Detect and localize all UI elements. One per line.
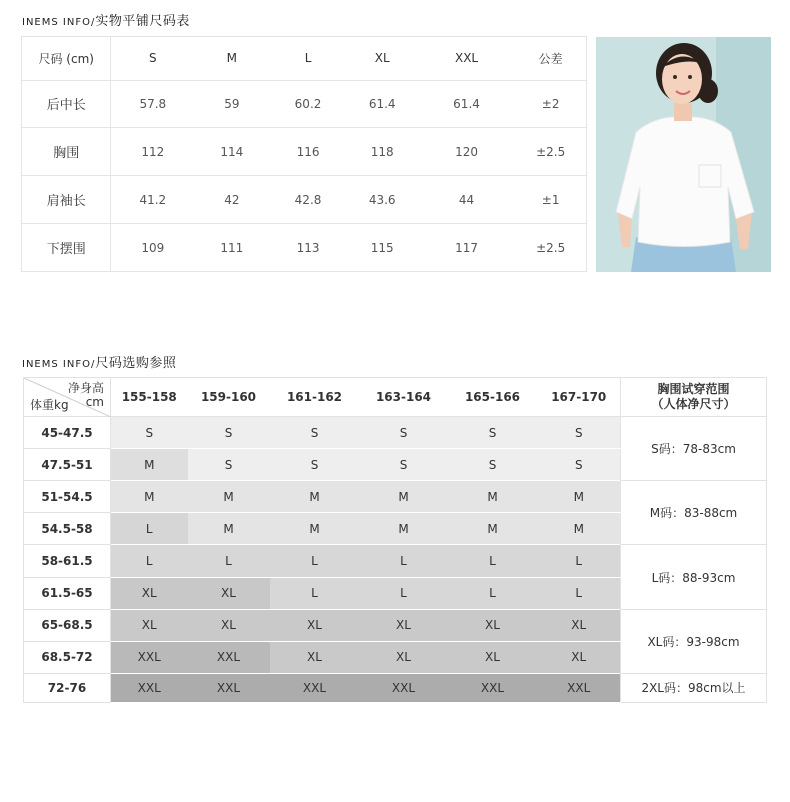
table-cell: 118 [347, 128, 418, 176]
table-cell: 113 [269, 224, 346, 272]
table-cell: 42.8 [269, 176, 346, 224]
size-cell: XL [270, 609, 360, 641]
section-title-text: 实物平铺尺码表 [95, 14, 190, 29]
height-range: 167-170 [538, 378, 621, 417]
size-cell: L [538, 577, 621, 609]
table-row [22, 224, 587, 272]
size-cell: M [188, 481, 270, 513]
size-cell: S [188, 417, 270, 449]
size-cell: XXL [360, 673, 448, 702]
size-cell: XL [448, 609, 538, 641]
table-cell: 44 [418, 176, 516, 224]
size-cell: XL [111, 577, 188, 609]
size-cell: S [538, 417, 621, 449]
table-row [22, 176, 587, 224]
table-row [24, 417, 767, 449]
size-cell: S [538, 449, 621, 481]
size-cell: L [360, 545, 448, 577]
size-cell: M [111, 481, 188, 513]
model-photo [596, 37, 771, 272]
size-cell: L [270, 577, 360, 609]
table-cell: 111 [194, 224, 269, 272]
size-cell: XXL [538, 673, 621, 702]
header-size-s: S [111, 37, 194, 81]
size-cell: S [111, 417, 188, 449]
header-size-xl: XL [347, 37, 418, 81]
weight-range: 51-54.5 [24, 481, 111, 513]
size-cell: XL [538, 609, 621, 641]
header-size-m: M [194, 37, 269, 81]
table-cell: ±1 [515, 176, 586, 224]
table-row [22, 80, 587, 128]
table-cell: 60.2 [269, 80, 346, 128]
table-cell: 59 [194, 80, 269, 128]
table-row [22, 128, 587, 176]
section-prefix: INEMS INFO/ [22, 17, 96, 28]
size-cell: S [360, 449, 448, 481]
size-cell: L [111, 513, 188, 545]
corner-weight-label: 体重kg [30, 398, 69, 413]
table-cell: 117 [418, 224, 516, 272]
size-cell: XL [360, 641, 448, 673]
size-cell: M [448, 513, 538, 545]
table-row [24, 609, 767, 641]
size-cell: XL [188, 577, 270, 609]
size-cell: XXL [448, 673, 538, 702]
size-cell: M [270, 513, 360, 545]
height-header-row [24, 378, 767, 417]
chest-range-2xl: 2XL码：98cm以上 [621, 673, 767, 702]
section-prefix: INEMS INFO/ [22, 359, 96, 370]
row-label: 胸围 [22, 128, 111, 176]
size-cell: L [360, 577, 448, 609]
table-cell: 116 [269, 128, 346, 176]
table-cell: ±2.5 [515, 224, 586, 272]
chest-range-s: S码：78-83cm [621, 417, 767, 481]
size-cell: S [270, 449, 360, 481]
chest-header-line2: （人体净尺寸） [651, 397, 736, 412]
chest-range-m: M码：83-88cm [621, 481, 767, 545]
row-label: 肩袖长 [22, 176, 111, 224]
corner-height-label [68, 381, 104, 409]
size-cell: XL [270, 641, 360, 673]
size-cell: S [360, 417, 448, 449]
size-cell: L [448, 577, 538, 609]
size-cell: L [538, 545, 621, 577]
table-cell: 57.8 [111, 80, 194, 128]
size-cell: XL [360, 609, 448, 641]
size-cell: XL [538, 641, 621, 673]
row-label: 下摆围 [22, 224, 111, 272]
size-cell: M [538, 481, 621, 513]
corner-cm-text: cm [85, 395, 104, 409]
size-chart-title [22, 10, 190, 29]
weight-range: 61.5-65 [24, 577, 111, 609]
size-cell: S [448, 417, 538, 449]
size-cell: XXL [111, 641, 188, 673]
table-cell: 61.4 [418, 80, 516, 128]
size-cell: L [188, 545, 270, 577]
header-size-cm: 尺码 (cm) [22, 37, 111, 81]
size-cell: XXL [270, 673, 360, 702]
header-tolerance: 公差 [515, 37, 586, 81]
size-cell: S [270, 417, 360, 449]
height-range: 155-158 [111, 378, 188, 417]
table-row [24, 481, 767, 513]
table-cell: 61.4 [347, 80, 418, 128]
weight-range: 58-61.5 [24, 545, 111, 577]
corner-height-text: 净身高 [67, 381, 104, 395]
weight-range: 72-76 [24, 673, 111, 702]
header-size-l: L [269, 37, 346, 81]
table-cell: 112 [111, 128, 194, 176]
size-cell: M [538, 513, 621, 545]
chest-range-l: L码：88-93cm [621, 545, 767, 609]
size-cell: L [270, 545, 360, 577]
height-range: 161-162 [270, 378, 360, 417]
garment-measurement-table [21, 36, 587, 272]
size-cell: M [448, 481, 538, 513]
size-cell: XL [448, 641, 538, 673]
height-range: 163-164 [360, 378, 448, 417]
header-size-xxl: XXL [418, 37, 516, 81]
size-cell: XXL [188, 673, 270, 702]
table-row [24, 545, 767, 577]
table-cell: 115 [347, 224, 418, 272]
size-cell: M [360, 513, 448, 545]
row-label: 后中长 [22, 80, 111, 128]
table-cell: 41.2 [111, 176, 194, 224]
chest-header-line1: 胸围试穿范围 [657, 382, 730, 397]
table-cell: 120 [418, 128, 516, 176]
size-cell: L [448, 545, 538, 577]
weight-range: 54.5-58 [24, 513, 111, 545]
size-cell: XL [111, 609, 188, 641]
weight-range: 65-68.5 [24, 609, 111, 641]
table-cell: ±2.5 [515, 128, 586, 176]
size-guide-title [22, 352, 176, 371]
weight-range: 68.5-72 [24, 641, 111, 673]
size-cell: M [188, 513, 270, 545]
size-cell: L [111, 545, 188, 577]
table-cell: 43.6 [347, 176, 418, 224]
chest-range-xl: XL码：93-98cm [621, 609, 767, 673]
chest-range-header [621, 378, 767, 417]
size-cell: M [111, 449, 188, 481]
table-header-row [22, 37, 587, 81]
table-row [24, 673, 767, 702]
weight-range: 47.5-51 [24, 449, 111, 481]
height-range: 159-160 [188, 378, 270, 417]
size-cell: S [448, 449, 538, 481]
table-cell: ±2 [515, 80, 586, 128]
corner-cell [24, 378, 111, 417]
size-cell: S [188, 449, 270, 481]
model-illustration [596, 37, 771, 272]
table-cell: 114 [194, 128, 269, 176]
size-reference-table [23, 377, 767, 703]
table-cell: 42 [194, 176, 269, 224]
size-cell: M [360, 481, 448, 513]
size-cell: XL [188, 609, 270, 641]
size-cell: M [270, 481, 360, 513]
weight-range: 45-47.5 [24, 417, 111, 449]
size-cell: XXL [111, 673, 188, 702]
height-range: 165-166 [448, 378, 538, 417]
table-cell: 109 [111, 224, 194, 272]
section-title-text: 尺码选购参照 [95, 356, 177, 371]
size-cell: XXL [188, 641, 270, 673]
